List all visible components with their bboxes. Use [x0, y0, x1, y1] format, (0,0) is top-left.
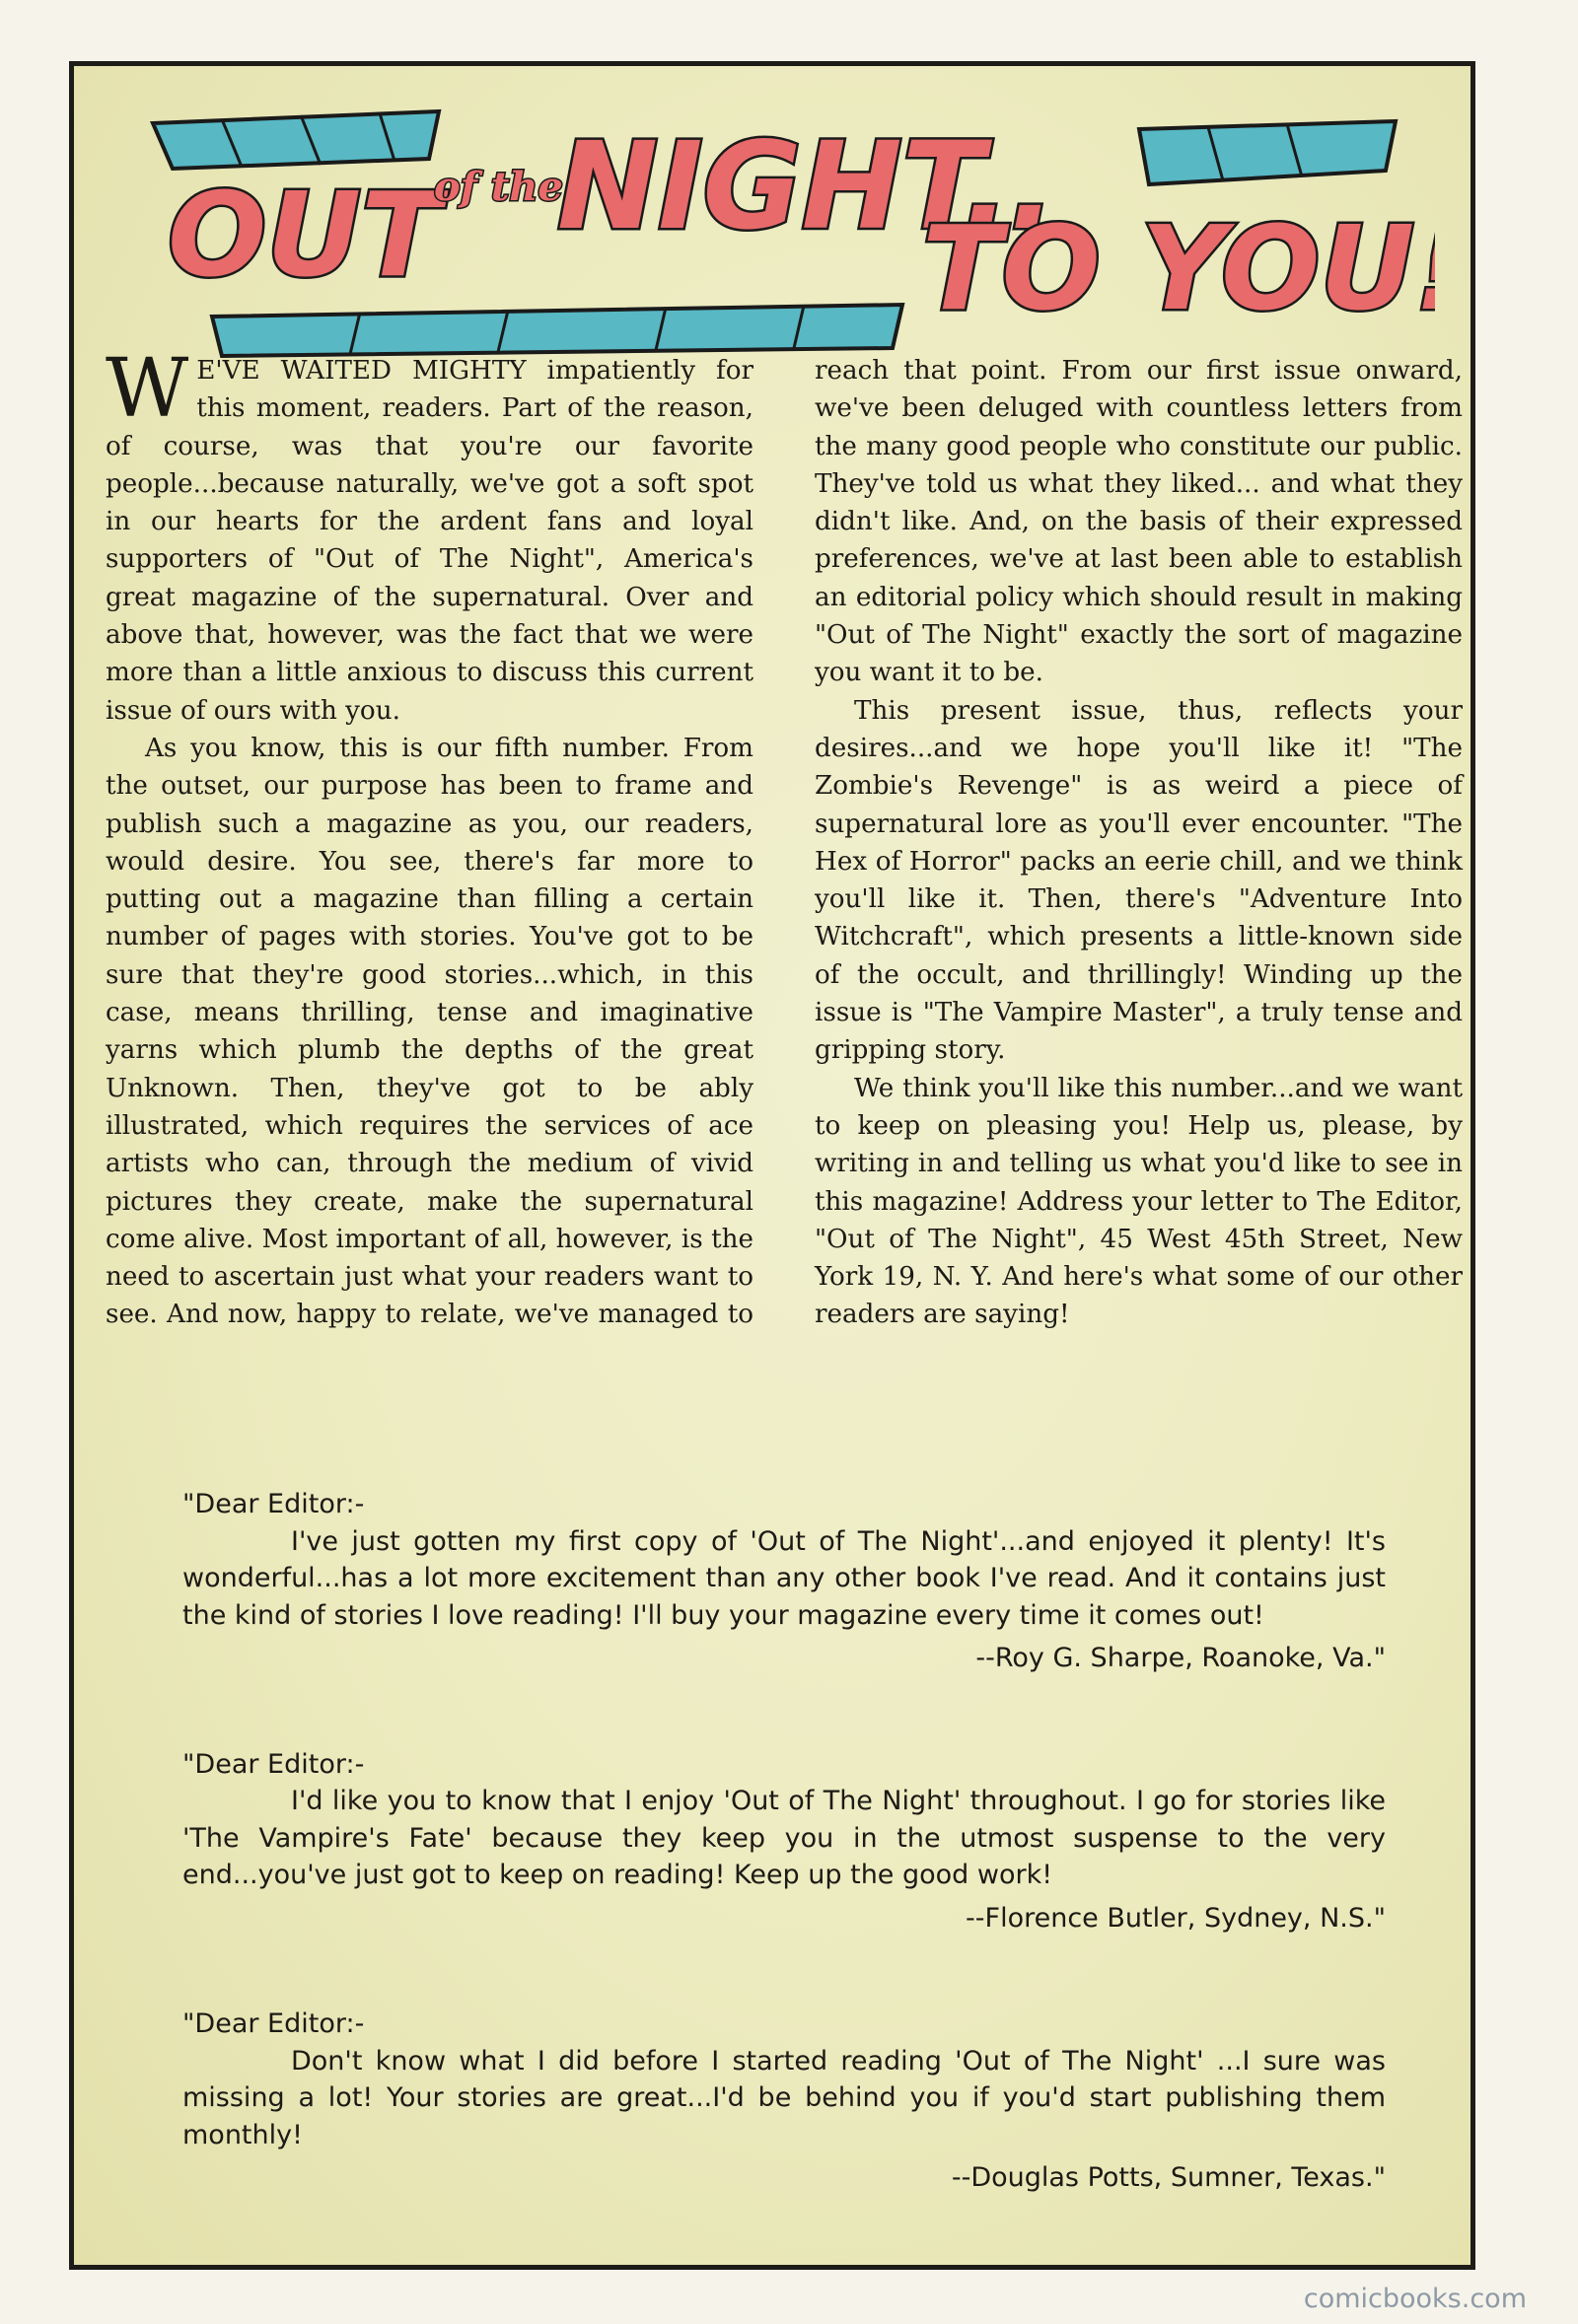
reader-letters: [182, 1486, 1386, 2266]
intro-paragraph-3: This present issue, thus, reflects your desires...and we hope you'll like it! "The Zombie's Revenge" is as weird a piece of supernatural lore as you'll ever encounter. "The Hex of Horror" packs an eerie chill, and we think you'll like it. Then, there's "Adventure Into Witchcraft", which presents a little-known side of the occult, and thrillingly! Winding up the issue is "The Vampire Master", a truly tense and gripping story.: [815, 695, 1463, 1066]
intro-paragraph-1: W E'VE WAITED MIGHTY impatiently for this moment, readers. Part of the reason, of course, was that you're our favorite people...because naturally, we've got a soft spot in our hearts for the ardent fans and loyal supporters of "Out of The Night", America's great magazine of the supernatural. Over and above that, however, was the fact that we were more than a little anxious to discuss this current issue of ours with you.: [106, 342, 753, 726]
letter-body: Don't know what I did before I started reading 'Out of The Night' ...I sure was missing a lot! Your stories are great...I'd be behind you if you'd start publishing them monthly!: [182, 2045, 1386, 2150]
title-out: OUT: [168, 167, 441, 303]
letter-salutation: "Dear Editor:-: [182, 1748, 365, 1780]
intro-paragraph-4: We think you'll like this number...and we want to keep on pleasing you! Help us, please, by writing in and telling us what you'd like to see in this magazine! Address your letter to The Editor, "Out of The Night", 45 West 45th Street, New York 19, N. Y. And here's what some of our other readers are saying!: [815, 1073, 1463, 1330]
letter-salutation: "Dear Editor:-: [182, 2008, 365, 2039]
page-frame: [69, 61, 1475, 2270]
title-night: NIGHT..: [557, 116, 1055, 256]
letter-2: [182, 1746, 1386, 1937]
letter-body: I'd like you to know that I enjoy 'Out of The Night' throughout. I go for stories like 'The Vampire's Fate' because they keep you in the utmost suspense to the very end...you've just got to keep on reading! Keep up the good work!: [182, 1786, 1386, 1890]
letter-3: [182, 2006, 1386, 2197]
letter-signature: --Florence Butler, Sydney, N.S.": [966, 1902, 1386, 1934]
editorial-intro: [106, 342, 1463, 1515]
title-banner: [113, 90, 1435, 366]
title-banner-art: [113, 90, 1435, 366]
title-to-you: TO YOU!: [922, 200, 1435, 336]
letter-signature: --Roy G. Sharpe, Roanoke, Va.": [975, 1643, 1386, 1673]
title-of-the: of the: [434, 164, 563, 210]
intro-paragraph-2: As you know, this is our fifth number. From the outset, our purpose has been to frame and publish such a magazine as you, our readers, would desire. You see, there's far more to putting out a magazine than filling a certain number of pages with stories. You've got to be sure that they're good stories...which, in this case, means thrilling, tense and imaginative yarns which plumb the depths of the great Unknown. Then, they've got to be ably illustrated, which requires the services of ace artists who can, through the medium of vivid pictures they create, make the supernatural come alive. Most important of all, however, is the need to ascertain just what your readers want to see. And now, happy to relate, we've managed to reach that point. From our first issue onward, we've been deluged with countless letters from the many good people who constitute our public. They've told us what they liked... and what they didn't like. And, on the basis of their expressed preferences, we've at last been able to establish an editorial policy which should result in making "Out of The Night" exactly the sort of magazine you want it to be.: [106, 356, 1463, 1330]
drop-cap: W: [106, 342, 189, 436]
letter-body: I've just gotten my first copy of 'Out of The Night'...and enjoyed it plenty! It's wonderful...has a lot more excitement than any other book I've read. And it contains just the kind of stories I love reading! I'll buy your magazine every time it comes out!: [182, 1525, 1386, 1631]
letter-salutation: "Dear Editor:-: [182, 1489, 365, 1519]
banner-stroke-top-left: [153, 111, 439, 169]
watermark: comicbooks.com: [1303, 2284, 1527, 2314]
banner-stroke-top-right: [1139, 121, 1396, 184]
letter-signature: --Douglas Potts, Sumner, Texas.": [951, 2162, 1386, 2193]
letter-1: [182, 1486, 1386, 1677]
